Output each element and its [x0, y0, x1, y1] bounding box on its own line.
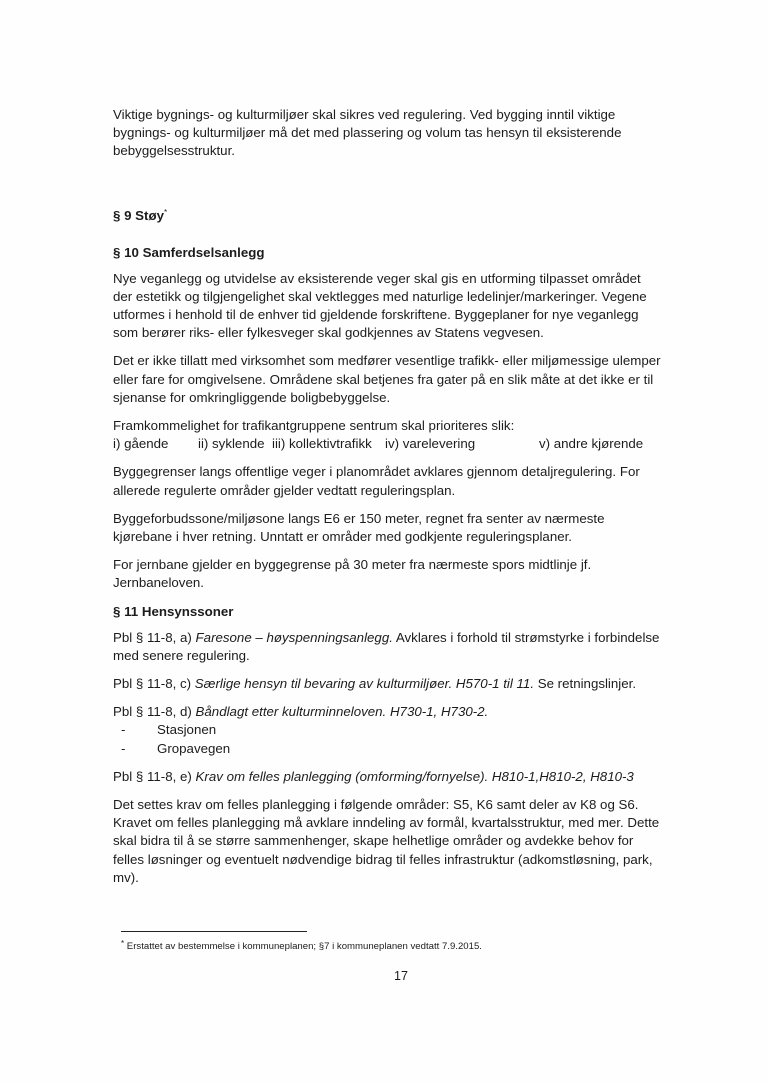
zone-a-title: Faresone – høyspenningsanlegg. [195, 629, 393, 645]
list-item: - Gropavegen [121, 740, 231, 756]
section-9-title: § 9 Støy [113, 207, 164, 223]
zone-c-paragraph [113, 675, 661, 693]
zone-d-list [113, 721, 661, 757]
priority-item: iii) kollektivtrafikk [272, 436, 372, 452]
zone-e-title: Krav om felles planlegging (omforming/fornyelse). H810-1,H810-2, H810-3 [195, 768, 634, 784]
section-9-heading [113, 207, 661, 225]
zone-d-prefix: Pbl § 11-8, d) [113, 704, 192, 720]
list-item-label: Stasjonen [157, 722, 217, 738]
zone-a-prefix: Pbl § 11-8, a) [113, 629, 192, 645]
zone-c-prefix: Pbl § 11-8, c) [113, 676, 192, 692]
section-10-paragraph-1: Nye veganlegg og utvidelse av eksisterende veger skal gis en utforming tilpasset området der estetikk og tilgjengelighet skal vektlegges med naturlige ledelinjer/markeringer. Vegene utformes i henhold til de enhver tid gjeldende forskriftene. Byggeplaner for nye veganlegg som berører riks- eller fylkesveger skal godkjennes av Statens vegvesen. [113, 270, 647, 341]
zone-e-prefix: Pbl § 11-8, e) [113, 768, 192, 784]
intro-paragraph: Viktige bygnings- og kulturmiljøer skal sikres ved regulering. Ved bygging inntil viktige bygnings- og kulturmiljøer må det med plassering og volum tas hensyn til eksisterende bebyggelsesstruktur. [113, 107, 622, 159]
footnote [121, 941, 482, 953]
priority-list [113, 435, 661, 453]
priority-item: i) gående [113, 436, 169, 452]
zone-c-text: Se retningslinjer. [537, 676, 637, 692]
section-10-heading: § 10 Samferdselsanlegg [113, 244, 265, 260]
list-item: - Stasjonen [121, 722, 217, 738]
section-11-heading: § 11 Hensynssoner [113, 603, 234, 619]
footnote-marker: * [164, 207, 168, 217]
footnote-text: Erstattet av bestemmelse i kommuneplanen; §7 i kommuneplanen vedtatt 7.9.2015. [126, 941, 482, 952]
section-10-paragraph-2: Det er ikke tillatt med virksomhet som medfører vesentlige trafikk- eller miljømessige ulemper eller fare for omgivelsene. Områdene skal betjenes fra gater på en slik måte at det ikke er til sjenanse for omkringliggende boligbebyggelse. [113, 353, 661, 405]
footnote-mark: * [121, 939, 125, 948]
zone-a-text: Avklares i forhold til strømstyrke i forbindelse med senere regulering. [113, 629, 660, 663]
page-number: 17 [394, 969, 408, 983]
list-item-label: Gropavegen [157, 740, 231, 756]
zone-e-paragraph [113, 768, 661, 786]
section-10-paragraph-3: Byggegrenser langs offentlige veger i planområdet avklares gjennom detaljregulering. For allerede regulerte områder gjelder vedtatt reguleringsplan. [113, 464, 640, 498]
priority-intro: Framkommelighet for trafikantgruppene sentrum skal prioriteres slik: [113, 418, 515, 434]
zone-e-text: Det settes krav om felles planlegging i følgende områder: S5, K6 samt deler av K8 og S6. Kravet om felles planlegging må avklare inndeling av formål, kvartalsstruktur, med mer. Dette skal bidra til å se større sammenhenger, skape helhetlige områder og avdekke behov for felles løsninger og eventuelt nødvendige bidrag til felles infrastruktur (adkomstløsning, park, mv). [113, 797, 660, 885]
priority-item: v) andre kjørende [539, 436, 644, 452]
zone-d-paragraph [113, 703, 661, 721]
zone-c-title: Særlige hensyn til bevaring av kulturmiljøer. H570-1 til 11. [194, 676, 535, 692]
section-10-paragraph-5: For jernbane gjelder en byggegrense på 30 meter fra nærmeste spors midtlinje jf. Jernbaneloven. [113, 557, 592, 591]
zone-a-paragraph [113, 629, 661, 665]
section-10-paragraph-4: Byggeforbudssone/miljøsone langs E6 er 150 meter, regnet fra senter av nærmeste kjørebane i hver retning. Unntatt er områder med godkjente reguleringsplaner. [113, 510, 605, 545]
page-body [113, 106, 661, 887]
zone-d-title: Båndlagt etter kulturminneloven. H730-1, H730-2. [195, 704, 489, 720]
footnote-divider [121, 931, 307, 932]
priority-item: ii) syklende [198, 436, 265, 452]
priority-item: iv) varelevering [385, 436, 476, 452]
